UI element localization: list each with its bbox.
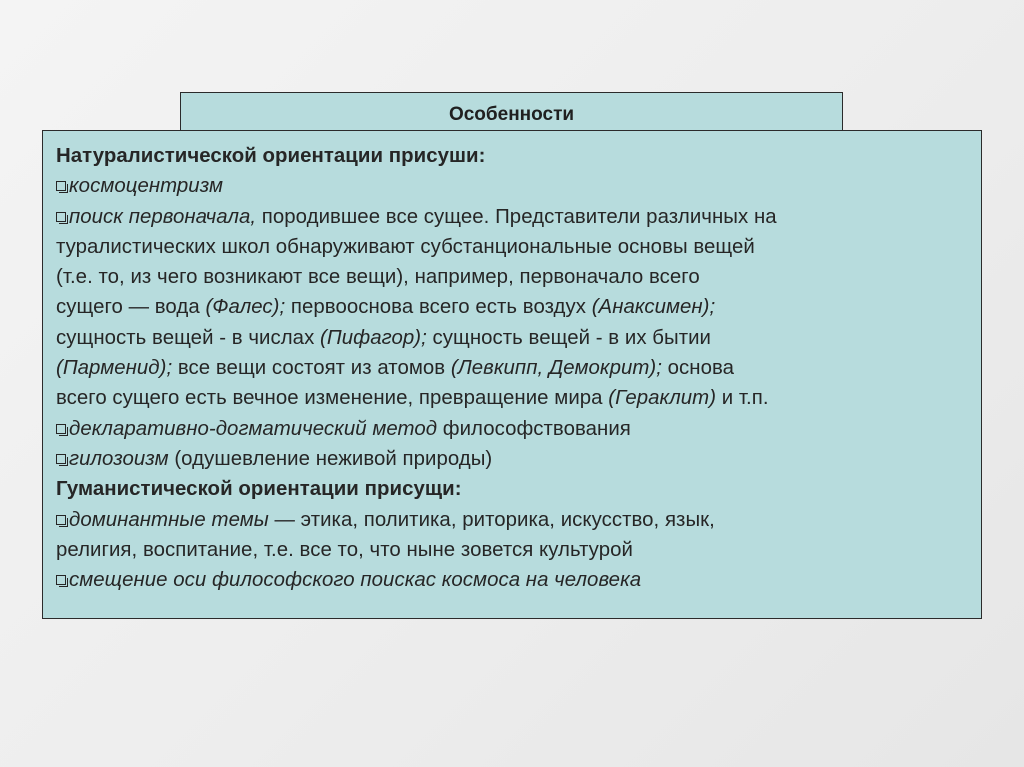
line-text: породившее все сущее. Представители различных на [256,205,777,228]
text-line [56,353,969,383]
emphasized-text: поиск первоначала, [69,205,257,228]
text-line [56,232,969,262]
slide-title: Особенности [180,92,843,132]
text-line [56,535,969,565]
checkbox-bullet-icon [56,424,66,434]
bullet-item [56,414,969,444]
line-text: религия, воспитание, т.е. все то, что ныне зовется культурой [56,538,633,561]
checkbox-bullet-icon [56,575,66,585]
checkbox-bullet-icon [56,454,66,464]
emphasized-text: (Гераклит) [608,387,717,410]
emphasized-text: (Фалес); [205,296,286,319]
line-text: философствования [437,417,631,440]
line-text: сущность вещей - в их бытии [426,326,711,349]
text-line [56,292,969,322]
line-text: сущего — вода [56,296,206,319]
line-text: все вещи состоят из атомов [172,357,451,380]
line-text: основа [661,357,735,380]
content-box [42,130,982,619]
line-text: первооснова всего есть воздух [285,296,592,319]
section-heading [56,141,969,171]
text-line [56,383,969,413]
emphasized-text: доминантные темы [69,508,269,531]
checkbox-bullet-icon [56,181,66,191]
emphasized-text: (Парменид); [56,357,173,380]
checkbox-bullet-icon [56,515,66,525]
line-text: (одушевление неживой природы) [168,447,493,470]
emphasized-text: декларативно-догматический метод [69,417,438,440]
bullet-item [56,565,969,595]
text-line [56,262,969,292]
line-text: Натуралистической ориентации присуши: [56,145,486,167]
emphasized-text: космоцентризм [69,175,224,198]
line-text: и т.п. [716,387,769,410]
emphasized-text: смещение оси философского поискас космоса на человека [69,569,642,592]
checkbox-bullet-icon [56,212,66,222]
bullet-item [56,171,969,201]
emphasized-text: (Пифагор); [320,326,427,349]
bullet-item [56,202,969,232]
bullet-item [56,505,969,535]
section-heading [56,474,969,504]
emphasized-text: (Анаксимен); [591,296,716,319]
line-text: — этика, политика, риторика, искусство, язык, [268,508,715,531]
emphasized-text: (Левкипп, Демокрит); [450,357,662,380]
line-text: туралистических школ обнаруживают субстанциональные основы вещей [56,235,755,258]
bullet-item [56,444,969,474]
line-text: сущность вещей - в числах [56,326,321,349]
emphasized-text: гилозоизм [69,447,169,470]
line-text: (т.е. то, из чего возникают все вещи), например, первоначало всего [56,266,700,289]
line-text: всего сущего есть вечное изменение, превращение мира [56,387,609,410]
line-text: Гуманистической ориентации присущи: [56,478,462,501]
text-line [56,323,969,353]
